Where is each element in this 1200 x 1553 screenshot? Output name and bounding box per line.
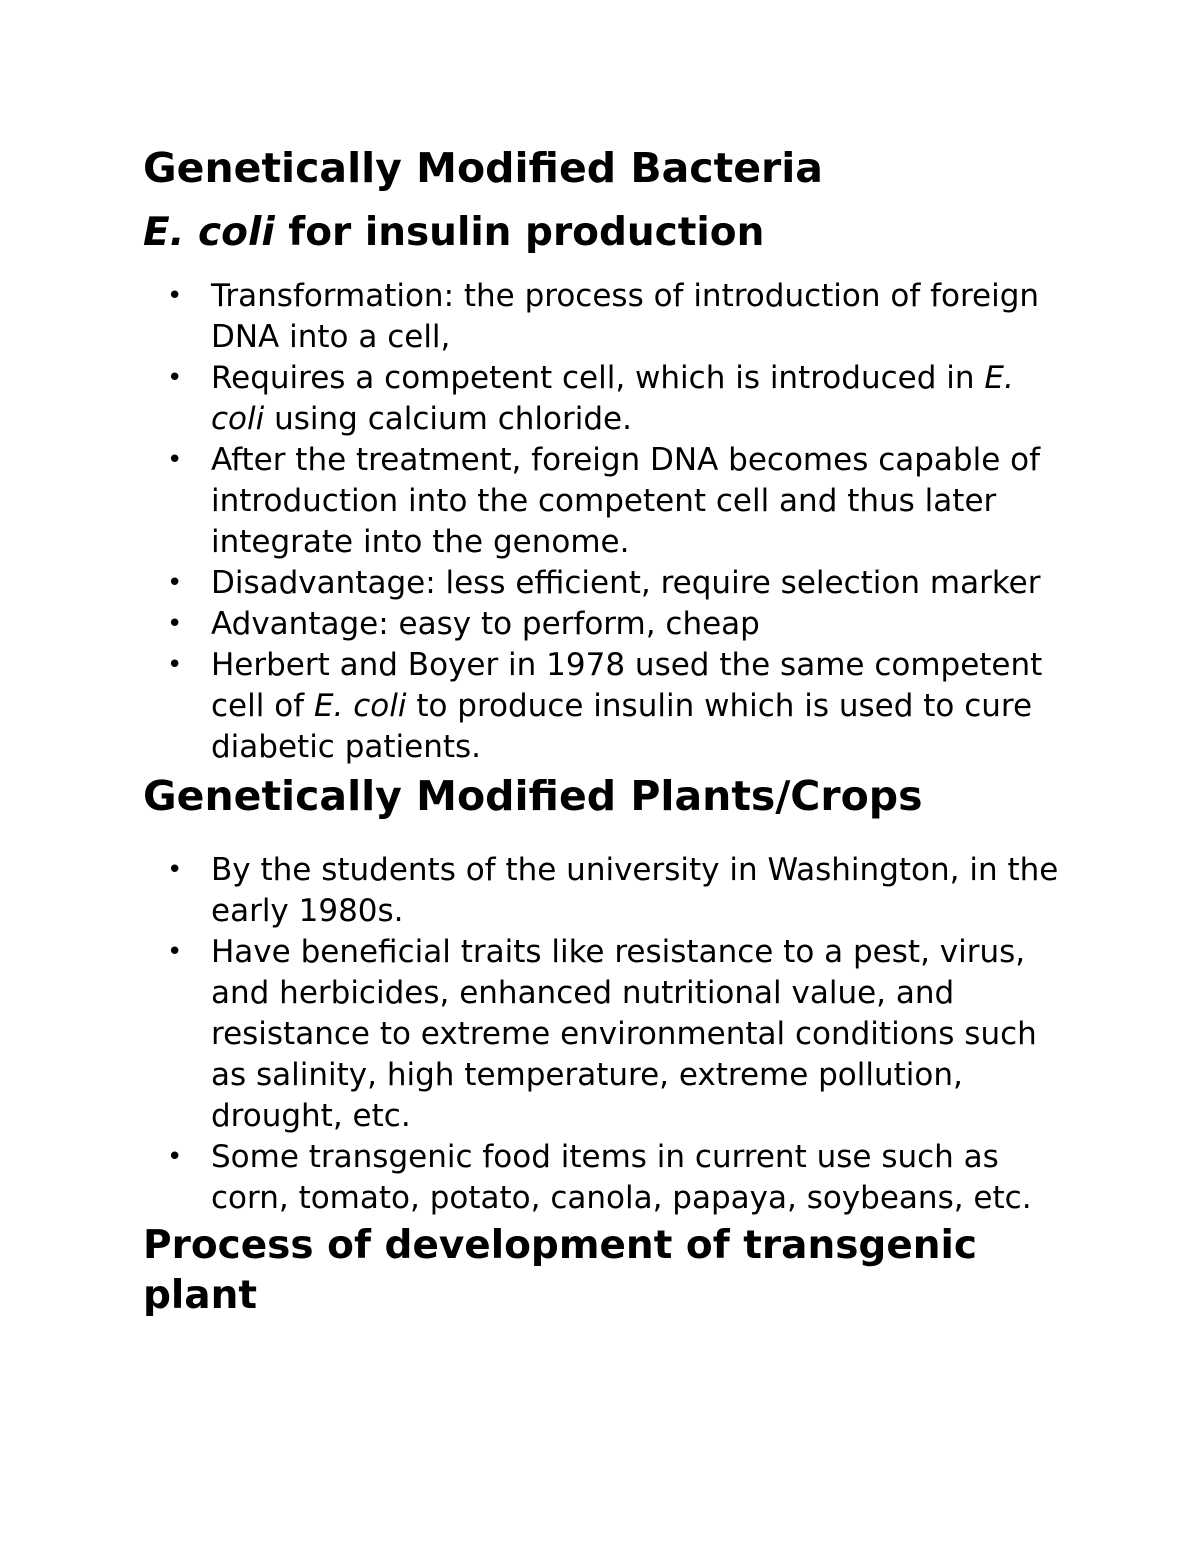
list-item [143, 850, 1073, 932]
list-item-text: Some transgenic food items in current use such as corn, tomato, potato, canola, papaya, soybeans, etc. [211, 1139, 1032, 1216]
list-item-text: After the treatment, foreign DNA becomes capable of introduction into the competent cell and thus later integrate into the genome. [211, 442, 1041, 560]
list-item [143, 276, 1073, 358]
list-item [143, 440, 1073, 563]
bullet-icon: • [167, 650, 183, 680]
bullet-icon: • [167, 855, 183, 885]
bacteria-bullet-list [143, 276, 1073, 768]
list-item-text-after: to produce insulin which is used to cure diabetic patients. [211, 688, 1033, 765]
list-item-text-before: Herbert and Boyer in 1978 used the same competent cell of [211, 647, 1043, 724]
heading-process-transgenic: Process of development of transgenic plant [143, 1223, 978, 1318]
list-item-text-after: using calcium chloride. [264, 401, 632, 437]
list-item [143, 358, 1073, 440]
list-item-text: Have beneficial traits like resistance to a pest, virus, and herbicides, enhanced nutritional value, and resistance to extreme environmental conditions such as salinity, high temperature, extreme pollution, drought, etc. [211, 934, 1037, 1134]
list-item-text: By the students of the university in Washington, in the early 1980s. [211, 852, 1059, 929]
plants-bullet-list [143, 850, 1073, 1219]
subheading-ecoli-rest: for insulin production [274, 210, 765, 255]
bullet-icon: • [167, 363, 183, 393]
bullet-icon: • [167, 445, 183, 475]
list-item [143, 1137, 1073, 1219]
heading-gm-plants: Genetically Modified Plants/Crops [143, 772, 923, 820]
list-item-italic: E. coli [313, 688, 407, 724]
list-item-text: Transformation: the process of introduction of foreign DNA into a cell, [211, 278, 1040, 355]
list-item [143, 563, 1073, 604]
list-item [143, 604, 1073, 645]
bullet-icon: • [167, 1142, 183, 1172]
bullet-icon: • [167, 568, 183, 598]
list-item-italic: E. coli [211, 360, 1014, 437]
list-item [143, 932, 1073, 1137]
bullet-icon: • [167, 281, 183, 311]
list-item-text: Disadvantage: less efficient, require selection marker [211, 565, 1041, 601]
list-item-text-before: Requires a competent cell, which is introduced in [211, 360, 985, 396]
subheading-ecoli-italic: E. coli [143, 210, 275, 255]
list-item [143, 645, 1073, 768]
list-item-text: Advantage: easy to perform, cheap [211, 606, 760, 642]
document-page [143, 140, 1073, 1321]
bullet-icon: • [167, 609, 183, 639]
subheading-ecoli-insulin [143, 208, 1073, 258]
heading-gm-bacteria: Genetically Modified Bacteria [143, 144, 823, 192]
bullet-icon: • [167, 937, 183, 967]
